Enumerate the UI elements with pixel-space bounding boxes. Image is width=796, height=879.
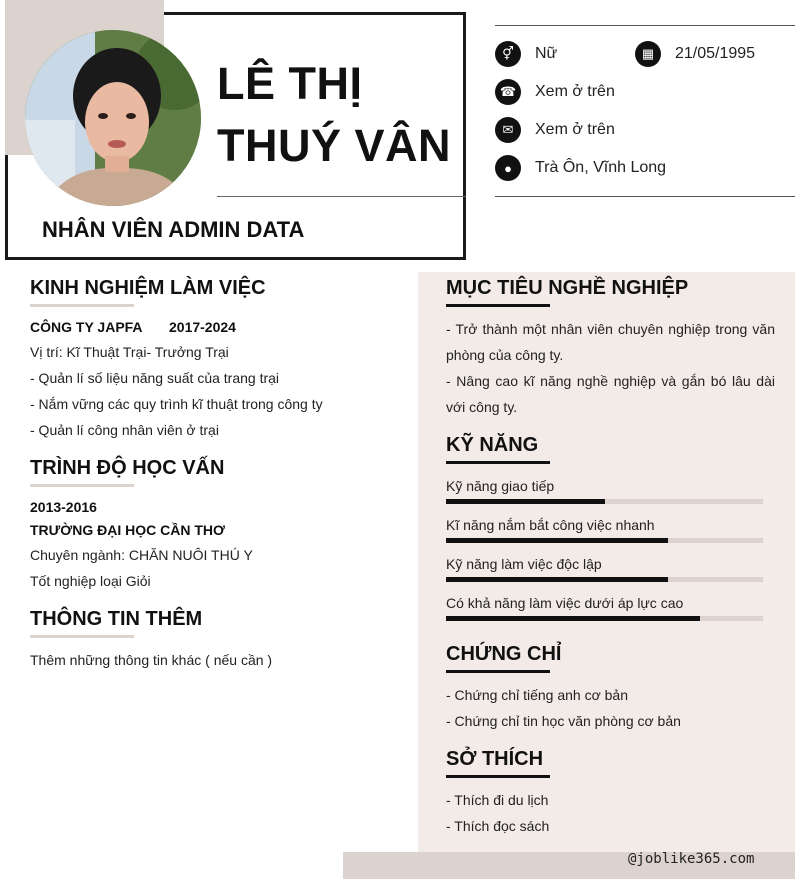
location-icon: ● xyxy=(495,155,521,181)
experience-duty: - Quản lí công nhân viên ở trại xyxy=(30,422,219,438)
address-value: Trà Ôn, Vĩnh Long xyxy=(535,159,667,176)
skill-bar-fill xyxy=(446,616,700,621)
phone-icon: ☎ xyxy=(495,79,521,105)
contact-bottom-divider xyxy=(495,196,795,197)
extra-info-text: Thêm những thông tin khác ( nếu cần ) xyxy=(30,652,273,668)
certificate-item: - Chứng chỉ tin học văn phòng cơ bản xyxy=(446,713,681,729)
skill-label: Có khả năng làm việc dưới áp lực cao xyxy=(446,595,684,611)
skill-bar-track xyxy=(446,616,763,621)
education-school: TRƯỜNG ĐẠI HỌC CẦN THƠ xyxy=(30,522,225,538)
birthday-value: 21/05/1995 xyxy=(675,45,756,62)
gender-value: Nữ xyxy=(535,45,558,62)
skills-heading: KỸ NĂNG xyxy=(446,434,539,456)
objective-heading: MỤC TIÊU NGHỀ NGHIỆP xyxy=(446,277,689,299)
header-frame-left-edge xyxy=(5,155,8,260)
objective-underline xyxy=(446,304,550,307)
experience-heading: KINH NGHIỆM LÀM VIỆC xyxy=(30,277,266,299)
hobbies-underline xyxy=(446,775,550,778)
contact-top-divider xyxy=(495,25,795,26)
skill-bar-track xyxy=(446,538,763,543)
full-name-line-1: LÊ THỊ xyxy=(217,58,363,109)
experience-period: 2017-2024 xyxy=(169,319,236,335)
education-underline xyxy=(30,484,134,487)
skill-label: Kĩ năng nắm bắt công việc nhanh xyxy=(446,517,655,533)
skills-underline xyxy=(446,461,550,464)
education-heading: TRÌNH ĐỘ HỌC VẤN xyxy=(30,457,225,479)
education-grade: Tốt nghiệp loại Giỏi xyxy=(30,573,151,589)
skill-bar-fill xyxy=(446,538,668,543)
email-value: Xem ở trên xyxy=(535,121,615,138)
certificate-item: - Chứng chỉ tiếng anh cơ bản xyxy=(446,687,628,703)
avatar xyxy=(25,30,201,206)
full-name-line-2: THUÝ VÂN xyxy=(217,120,452,171)
certificates-underline xyxy=(446,670,550,673)
objective-item: - Nâng cao kĩ năng nghề nghiệp và gắn bó lâu dài với công ty. xyxy=(446,373,775,415)
avatar-photo xyxy=(25,30,201,206)
experience-company: CÔNG TY JAPFA xyxy=(30,319,143,335)
certificates-heading: CHỨNG CHỈ xyxy=(446,643,562,665)
experience-duty: - Nắm vững các quy trình kĩ thuật trong công ty xyxy=(30,396,323,412)
skill-bar-track xyxy=(446,577,763,582)
gender-icon: ⚥ xyxy=(495,41,521,67)
header-frame-cover xyxy=(5,12,164,15)
education-period: 2013-2016 xyxy=(30,499,97,515)
hobbies-heading: SỞ THÍCH xyxy=(446,748,544,770)
job-title: NHÂN VIÊN ADMIN DATA xyxy=(42,217,305,242)
footer-handle: @joblike365.com xyxy=(628,851,755,867)
extra-info-underline xyxy=(30,635,134,638)
experience-underline xyxy=(30,304,134,307)
mail-icon: ✉ xyxy=(495,117,521,143)
objective-item: - Trở thành một nhân viên chuyên nghiệp trong văn phòng của công ty. xyxy=(446,321,775,363)
skill-label: Kỹ năng giao tiếp xyxy=(446,478,555,494)
education-major: Chuyên ngành: CHĂN NUÔI THÚ Y xyxy=(30,547,253,563)
skill-bar-fill xyxy=(446,577,668,582)
skill-bar-track xyxy=(446,499,763,504)
skill-bar-fill xyxy=(446,499,605,504)
phone-value: Xem ở trên xyxy=(535,83,615,100)
skill-label: Kỹ năng làm việc độc lập xyxy=(446,556,602,572)
name-divider xyxy=(217,196,466,197)
extra-info-heading: THÔNG TIN THÊM xyxy=(30,608,203,630)
calendar-icon: ▦ xyxy=(635,41,661,67)
experience-duty: - Quản lí số liệu năng suất của trang trại xyxy=(30,370,280,386)
hobby-item: - Thích đi du lịch xyxy=(446,792,549,808)
hobby-item: - Thích đọc sách xyxy=(446,818,550,834)
experience-position: Vị trí: Kĩ Thuật Trại- Trưởng Trại xyxy=(30,344,229,360)
